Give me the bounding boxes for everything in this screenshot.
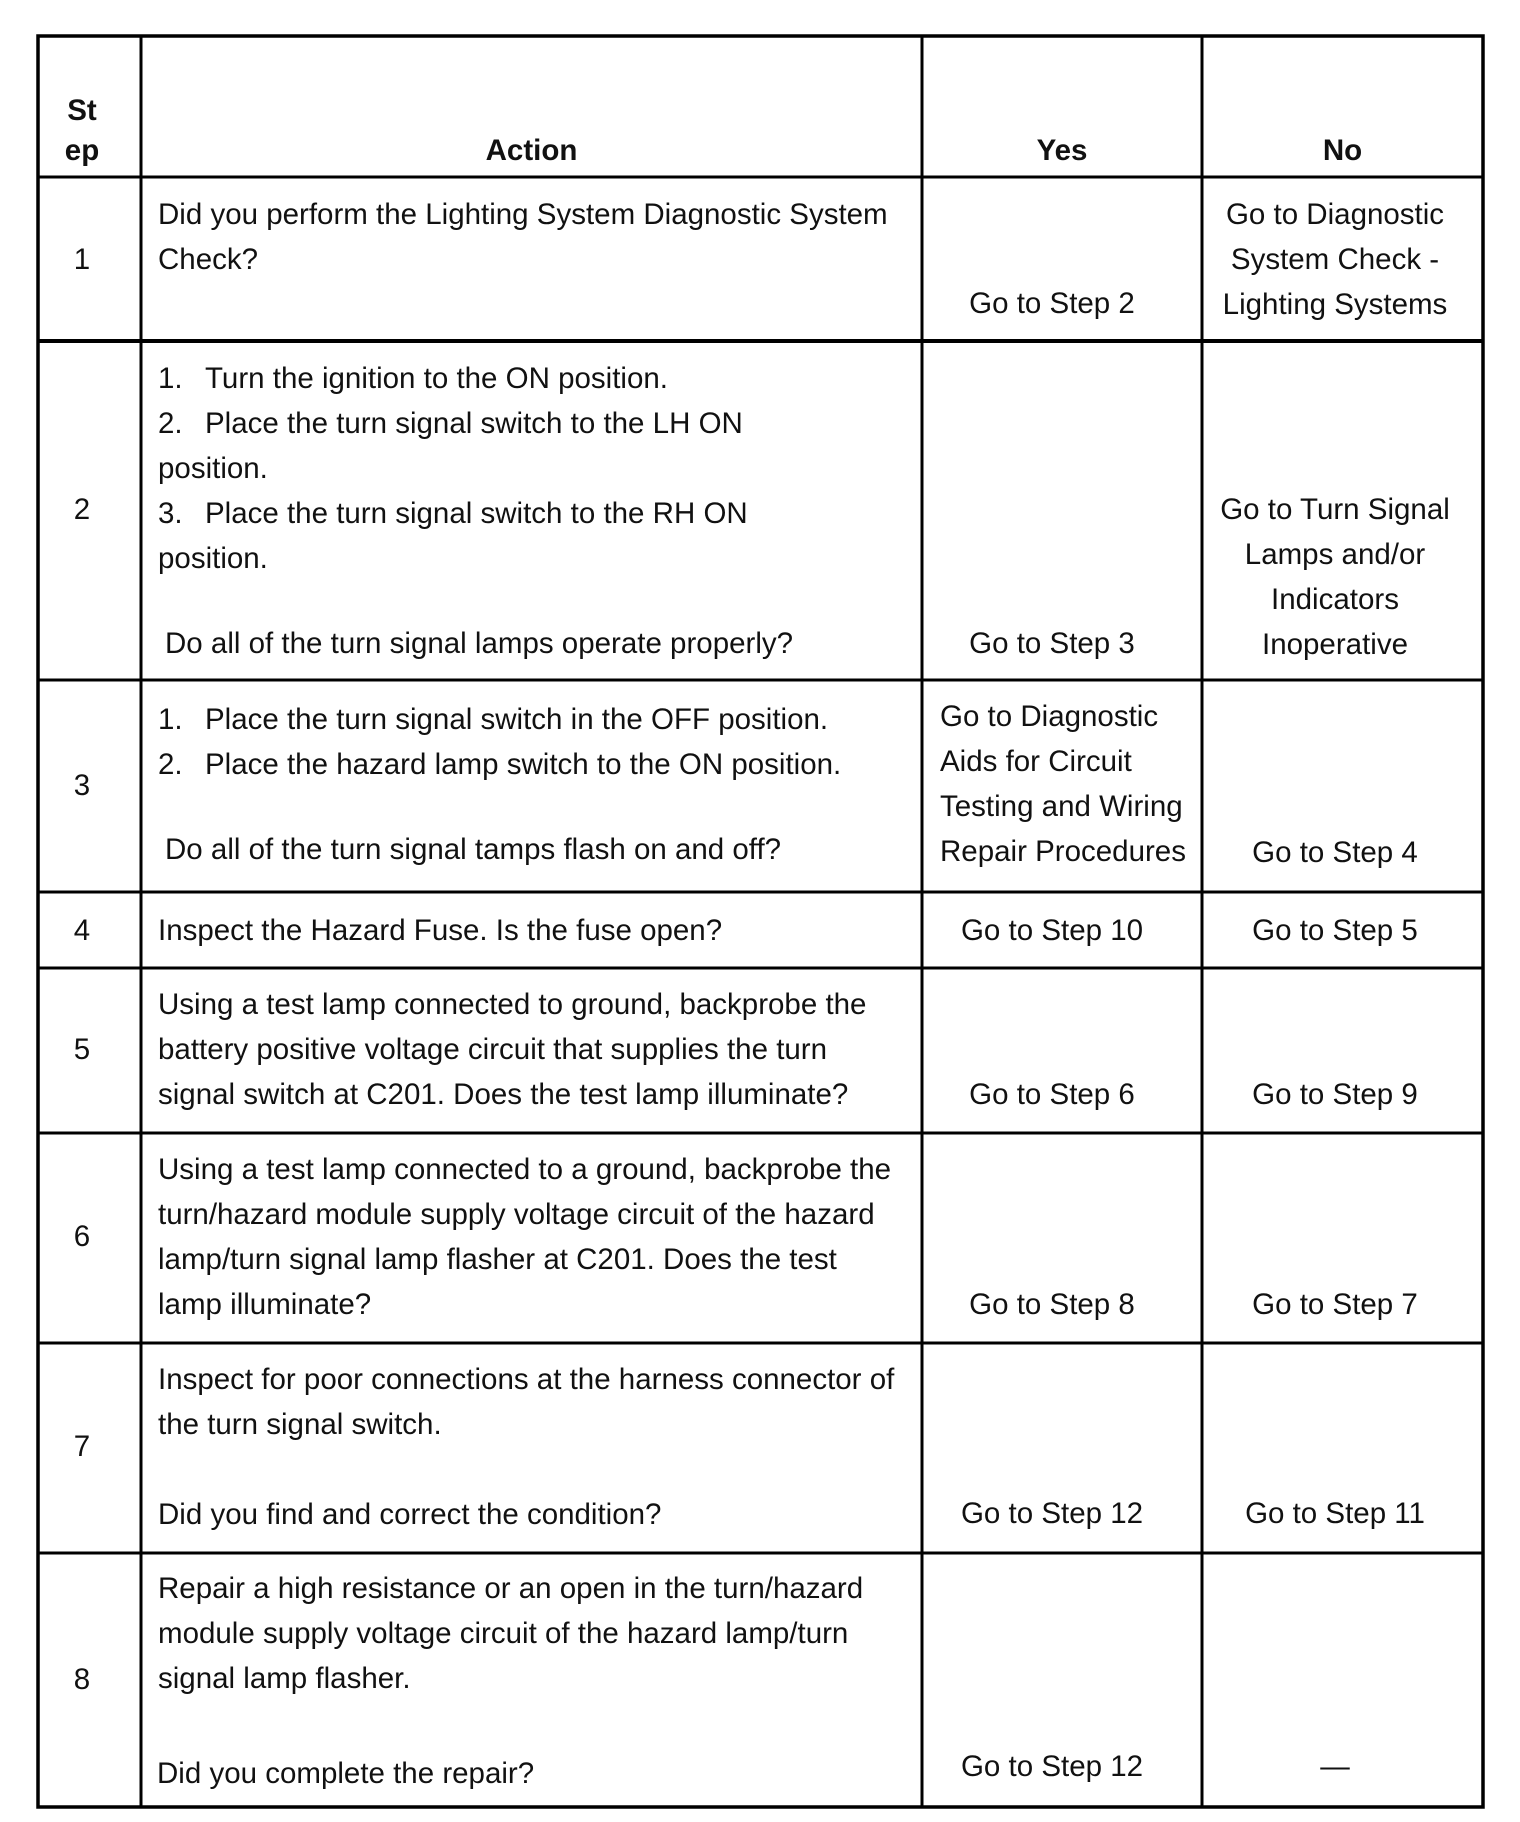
action-line: Check? bbox=[158, 243, 259, 276]
step-number: 6 bbox=[73, 1220, 91, 1253]
header-action: Action bbox=[485, 134, 578, 167]
row-1-yes: Go to Step 2 bbox=[969, 287, 1135, 320]
no-line: Go to Diagnostic bbox=[1225, 198, 1445, 231]
row-7-no: Go to Step 11 bbox=[1245, 1497, 1425, 1530]
header-no: No bbox=[1322, 134, 1363, 167]
row-8-no: — bbox=[1320, 1750, 1350, 1783]
row-8-yes: Go to Step 12 bbox=[960, 1750, 1144, 1783]
row-6-no: Go to Step 7 bbox=[1252, 1288, 1418, 1321]
action-line: signal lamp flasher. bbox=[158, 1662, 411, 1695]
no-line: Lamps and/or bbox=[1244, 538, 1426, 571]
row-3-question: Do all of the turn signal tamps flash on and off? bbox=[165, 833, 782, 866]
row-2-no bbox=[1202, 487, 1468, 667]
row-7-yes: Go to Step 12 bbox=[960, 1497, 1144, 1530]
header-step-line2: ep bbox=[64, 134, 100, 167]
yes-line: Aids for Circuit bbox=[940, 745, 1132, 778]
action-line: Repair a high resistance or an open in the turn/hazard bbox=[158, 1572, 864, 1605]
row-5-action bbox=[158, 982, 866, 1117]
row-7-action bbox=[158, 1357, 894, 1447]
action-line: the turn signal switch. bbox=[158, 1408, 442, 1441]
no-line: Go to Turn Signal bbox=[1220, 493, 1450, 526]
list-item: 2. Place the hazard lamp switch to the ON position. bbox=[158, 748, 842, 781]
action-line: battery positive voltage circuit that supplies the turn bbox=[158, 1033, 828, 1066]
row-2-question: Do all of the turn signal lamps operate properly? bbox=[165, 627, 794, 660]
row-4-no: Go to Step 5 bbox=[1252, 914, 1418, 947]
list-item: 1. Place the turn signal switch in the OFF position. bbox=[158, 703, 829, 736]
header-yes: Yes bbox=[1036, 134, 1088, 167]
row-6-action bbox=[158, 1147, 891, 1327]
step-number: 7 bbox=[73, 1430, 91, 1463]
action-line: Inspect for poor connections at the harness connector of bbox=[158, 1363, 895, 1396]
row-4-action: Inspect the Hazard Fuse. Is the fuse open? bbox=[158, 914, 723, 947]
list-item: 3. Place the turn signal switch to the RH ON bbox=[158, 497, 748, 530]
header-step-2 bbox=[52, 128, 112, 173]
action-line: module supply voltage circuit of the hazard lamp/turn bbox=[158, 1617, 849, 1650]
row-5-yes: Go to Step 6 bbox=[969, 1078, 1135, 1111]
header-step bbox=[52, 88, 112, 133]
action-line: lamp/turn signal lamp flasher at C201. Does the test bbox=[158, 1243, 837, 1276]
row-1-no bbox=[1202, 192, 1468, 327]
no-line: Inoperative bbox=[1262, 628, 1408, 661]
action-line: Did you perform the Lighting System Diagnostic System bbox=[158, 198, 888, 231]
list-item: 1. Turn the ignition to the ON position. bbox=[158, 362, 668, 395]
action-line: Using a test lamp connected to a ground, backprobe the bbox=[158, 1153, 892, 1186]
step-number: 4 bbox=[73, 914, 91, 947]
row-3-no: Go to Step 4 bbox=[1252, 836, 1418, 869]
row-4-yes: Go to Step 10 bbox=[960, 914, 1144, 947]
row-5-no: Go to Step 9 bbox=[1252, 1078, 1418, 1111]
yes-line: Testing and Wiring bbox=[940, 790, 1183, 823]
step-number: 5 bbox=[73, 1033, 91, 1066]
row-8-action bbox=[158, 1566, 863, 1701]
no-line: Indicators bbox=[1271, 583, 1399, 616]
action-line: lamp illuminate? bbox=[158, 1288, 372, 1321]
row-2-yes: Go to Step 3 bbox=[969, 627, 1135, 660]
step-number: 1 bbox=[73, 243, 91, 276]
step-number: 2 bbox=[73, 493, 91, 526]
step-number: 8 bbox=[73, 1663, 91, 1696]
action-line: signal switch at C201. Does the test lamp illuminate? bbox=[158, 1078, 849, 1111]
list-item: position. bbox=[158, 542, 268, 575]
row-3-yes bbox=[940, 694, 1186, 874]
row-1-action bbox=[158, 192, 888, 282]
row-6-yes: Go to Step 8 bbox=[969, 1288, 1135, 1321]
no-line: System Check - bbox=[1230, 243, 1440, 276]
yes-line: Repair Procedures bbox=[940, 835, 1186, 868]
header-step-line1: St bbox=[67, 94, 97, 127]
action-line: Using a test lamp connected to ground, backprobe the bbox=[158, 988, 867, 1021]
no-line: Lighting Systems bbox=[1222, 288, 1448, 321]
action-line: turn/hazard module supply voltage circuit of the hazard bbox=[158, 1198, 875, 1231]
row-7-question: Did you find and correct the condition? bbox=[158, 1498, 662, 1531]
row-2-action bbox=[158, 356, 748, 581]
row-8-question: Did you complete the repair? bbox=[157, 1757, 535, 1790]
list-item: 2. Place the turn signal switch to the LH ON bbox=[158, 407, 743, 440]
step-number: 3 bbox=[73, 769, 91, 802]
yes-line: Go to Diagnostic bbox=[940, 700, 1159, 733]
list-item: position. bbox=[158, 452, 268, 485]
row-3-action bbox=[158, 697, 841, 787]
